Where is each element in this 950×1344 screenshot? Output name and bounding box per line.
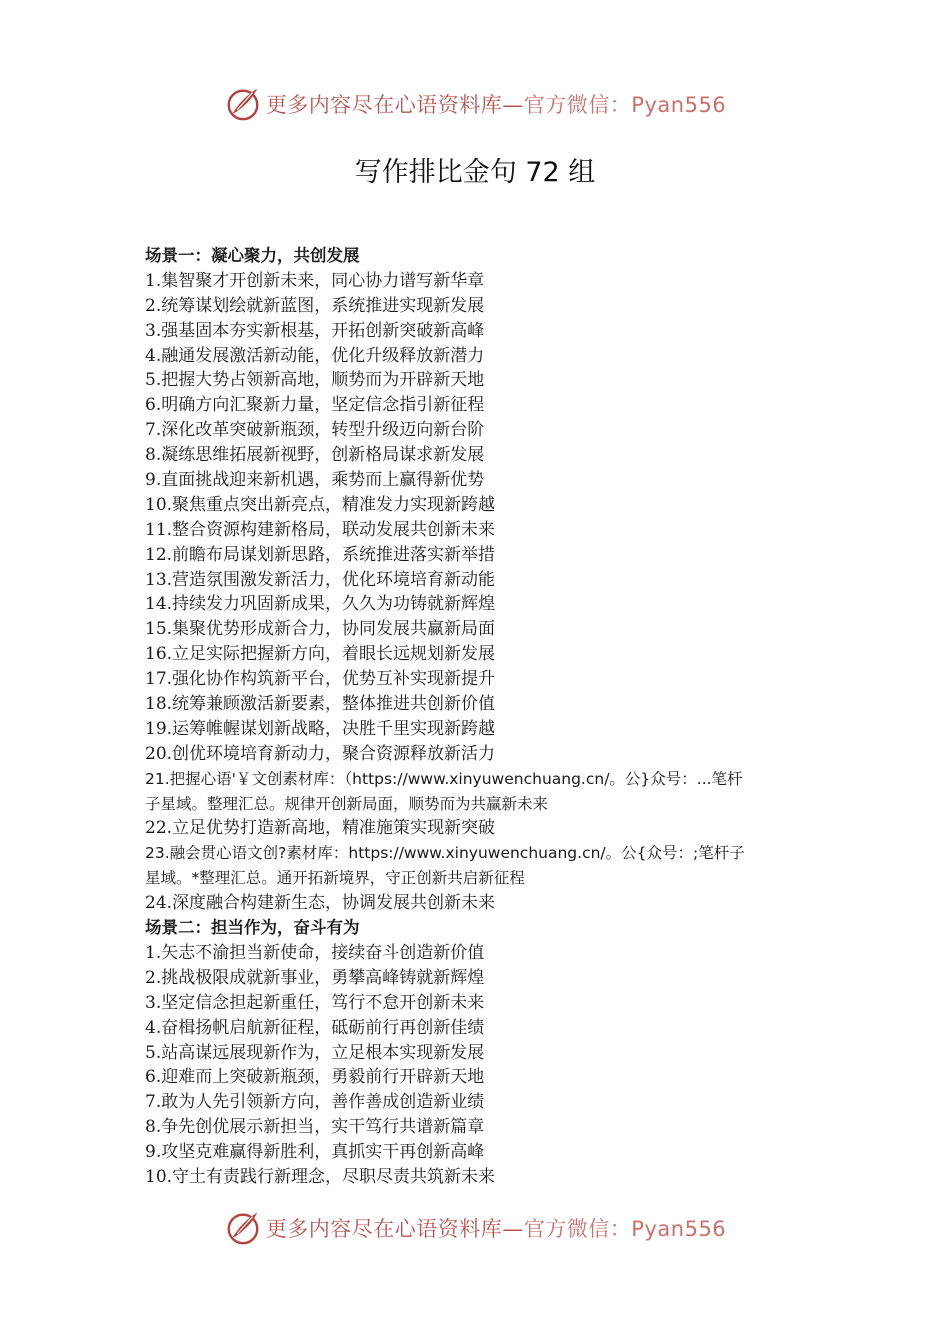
text-line: 5.把握大势占领新高地，顺势而为开辟新天地 (145, 370, 485, 391)
text-line: 4.融通发展激活新动能，优化升级释放新潜力 (145, 345, 485, 366)
text-line: 子星域。整理汇总。规律开创新局面，顺势而为共赢新未来 (145, 794, 549, 813)
text-line: 2.挑战极限成就新事业，勇攀高峰铸就新辉煌 (145, 967, 485, 988)
text-line: 2.统筹谋划绘就新蓝图，系统推进实现新发展 (145, 295, 485, 316)
document-body (145, 244, 815, 1190)
text-line: 10.守土有责践行新理念，尽职尽责共筑新未来 (145, 1166, 496, 1187)
page-title: 写作排比金句 72 组 (354, 157, 596, 188)
section-heading: 场景一：凝心聚力，共创发展 (145, 246, 360, 265)
text-line: 24.深度融合构建新生态，协调发展共创新未来 (145, 893, 496, 914)
text-line: 16.立足实际把握新方向，着眼长远规划新发展 (145, 644, 496, 665)
text-line: 10.聚焦重点突出新亮点，精准发力实现新跨越 (145, 494, 496, 515)
text-line: 9.直面挑战迎来新机遇，乘势而上赢得新优势 (145, 470, 485, 491)
text-line: 3.强基固本夯实新根基，开拓创新突破新高峰 (145, 320, 485, 341)
text-line: 21.把握心语'￥文创素材库：（https://www.xinyuwenchuang.cn/。公}众号：...笔杆 (145, 769, 743, 788)
section-heading: 场景二：担当作为，奋斗有为 (145, 918, 360, 938)
text-line: 17.强化协作构筑新平台，优势互补实现新提升 (145, 669, 496, 690)
footer-banner (0, 1208, 950, 1248)
text-line: 23.融会贯心语文创?素材库：https://www.xinyuwenchuang.cn/。公{众号：;笔杆子 (145, 844, 745, 863)
text-line: 15.集聚优势形成新合力，协同发展共赢新局面 (145, 619, 496, 640)
text-line: 20.创优环境培育新动力，聚合资源释放新活力 (145, 743, 496, 764)
text-line: 18.统筹兼顾激活新要素，整体推进共创新价值 (145, 694, 496, 715)
text-line: 8.争先创优展示新担当，实干笃行共谱新篇章 (145, 1117, 485, 1138)
text-line: 1.集智聚才开创新未来，同心协力谱写新华章 (145, 270, 485, 291)
quill-logo-icon (224, 85, 262, 123)
text-line: 19.运筹帷幄谋划新战略，决胜千里实现新跨越 (145, 718, 496, 739)
text-line: 5.站高谋远展现新作为，立足根本实现新发展 (145, 1042, 485, 1063)
banner-text: 更多内容尽在心语资料库—官方微信：Pyan556 (265, 1217, 727, 1241)
text-line: 9.攻坚克难赢得新胜利，真抓实干再创新高峰 (145, 1142, 485, 1163)
text-line: 6.迎难而上突破新瓶颈，勇毅前行开辟新天地 (145, 1067, 485, 1088)
header-banner (0, 84, 950, 124)
text-line: 4.奋楫扬帆启航新征程，砥砺前行再创新佳绩 (145, 1017, 485, 1038)
text-line: 1.矢志不渝担当新使命，接续奋斗创造新价值 (145, 942, 485, 963)
text-line: 星域。*整理汇总。通开拓新境界，守正创新共启新征程 (145, 869, 525, 888)
text-line: 8.凝练思维拓展新视野，创新格局谋求新发展 (145, 445, 485, 466)
text-line: 7.敢为人先引领新方向，善作善成创造新业绩 (145, 1092, 485, 1113)
text-line: 11.整合资源构建新格局，联动发展共创新未来 (145, 519, 496, 540)
text-line: 7.深化改革突破新瓶颈，转型升级迈向新台阶 (145, 420, 485, 441)
quill-logo-icon (224, 1209, 262, 1247)
text-line: 6.明确方向汇聚新力量，坚定信念指引新征程 (145, 395, 485, 416)
banner-text: 更多内容尽在心语资料库—官方微信：Pyan556 (265, 93, 727, 117)
text-line: 12.前瞻布局谋划新思路，系统推进落实新举措 (145, 544, 496, 565)
text-line: 3.坚定信念担起新重任，笃行不怠开创新未来 (145, 992, 485, 1013)
text-line: 22.立足优势打造新高地，精准施策实现新突破 (145, 818, 496, 839)
text-line: 13.营造氛围激发新活力，优化环境培育新动能 (145, 569, 496, 590)
text-line: 14.持续发力巩固新成果，久久为功铸就新辉煌 (145, 594, 496, 615)
